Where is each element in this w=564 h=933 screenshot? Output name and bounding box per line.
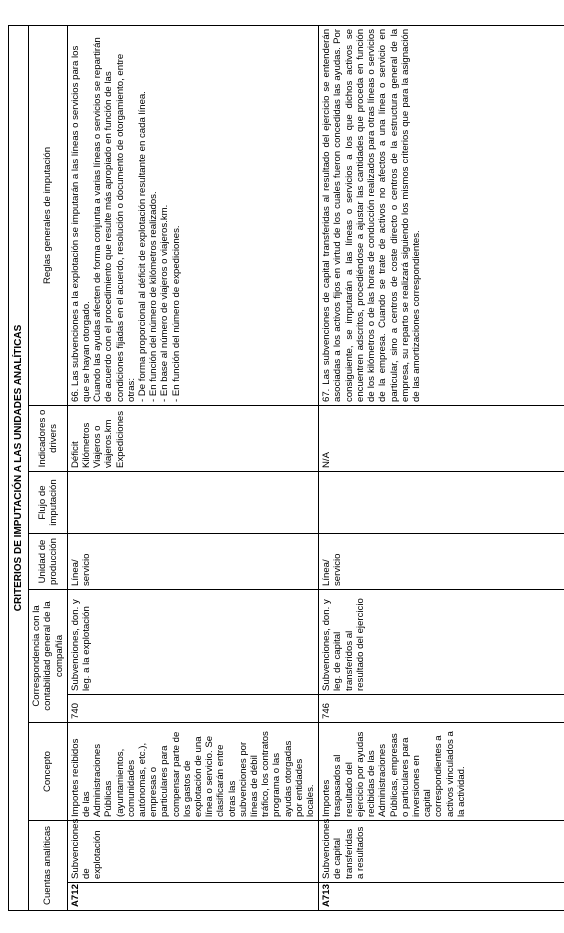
- imputation-flow: [67, 472, 318, 534]
- cg-description: Subvenciones, don. y leg. de capital transferidos al resultado del ejercicio: [319, 590, 564, 695]
- header-reglas: Reglas generales de imputación: [29, 25, 68, 405]
- rules-cell: 67. Las subvenciones de capital transferidas al resultado del ejercicio se entenderán asociadas a los activos fijos en virtud de los cuales fueron concedidas las ayudas. Por consiguiente, se imputarán a las líneas o servicios a los que dichos activos se encuentren adscritos, procediéndose a ajustar las cantidades que proceda en función de los kilómetros o de las horas de conducción realizados para otras líneas o servicios de la empresa. Cuando se trate de activos no afectos a una línea o servicio en particular, sino a centros de coste directo o centros de la estructura general de la empresa, su reparto se realizará siguiendo los mismos criterios que para la asignación de las amortizaciones correspondientes.: [319, 25, 564, 405]
- title-row: [9, 25, 29, 910]
- cg-code: 740: [67, 695, 318, 723]
- imputation-criteria-table: [8, 25, 564, 911]
- header-flujo: Flujo de imputación: [29, 472, 68, 534]
- rules-cell: 66. Las subvenciones a la explotación se imputarán a las líneas o servicios para los que se hayan otorgado. Cuando las ayudas afecten de forma conjunta a varias líneas o servicios se repartirán de acuerdo con el procedimiento que resulte más apropiado en función de las condiciones fijadas en el acuerdo, resolución o documento de otorgamiento, entre otras: - De forma proporcional al déficit de explotación resultante en cada línea. - En función del número de kilómetros realizados. - En base al número de viajeros o viajeros.km. - En función del número de expediciones.: [67, 25, 318, 405]
- table-row: [67, 25, 318, 910]
- cg-description: Subvenciones, don. y leg. a la explotación: [67, 590, 318, 695]
- account-name: Subvenciones de capital transferidas a resultados: [319, 821, 564, 883]
- header-correspondencia: Correspondencia con la contabilidad general de la compañía: [29, 590, 68, 723]
- production-unit: Línea/ servicio: [319, 534, 564, 590]
- indicators-cell: Déficit Kilómetros Viajeros o viajeros.km Expediciones: [67, 406, 318, 472]
- header-unidad: Unidad de producción: [29, 534, 68, 590]
- concept-cell: Importes recibidos de las Administraciones Públicas (ayuntamientos, comunidades autónomas, etc.), empresas o particulares para compensar parte de los gastos de explotación de una línea o servicio. Se clasificarán entre otras las subvenciones por líneas de débil tráfico, los contratos programa o las ayudas otorgadas por entidades locales.: [67, 723, 318, 821]
- imputation-flow: [319, 472, 564, 534]
- header-cuentas: Cuentas analíticas: [29, 821, 68, 911]
- account-code: A712: [67, 883, 318, 911]
- production-unit: Línea/ servicio: [67, 534, 318, 590]
- header-row: [29, 25, 68, 910]
- indicators-cell: N/A: [319, 406, 564, 472]
- table-title: CRITERIOS DE IMPUTACIÓN A LAS UNIDADES ANALÍTICAS: [9, 25, 29, 910]
- concept-cell: Importes traspasados al resultado del ejercicio por ayudas recibidas de las Administraciones Públicas, empresas o particulares para inversiones en capital correspondientes a activos vinculados a la actividad.: [319, 723, 564, 821]
- cg-code: 746: [319, 695, 564, 723]
- header-concepto: Concepto: [29, 723, 68, 821]
- table-row: [319, 25, 564, 910]
- account-name: Subvenciones de explotación: [67, 821, 318, 883]
- account-code: A713: [319, 883, 564, 911]
- header-indicadores: Indicadores o drivers: [29, 406, 68, 472]
